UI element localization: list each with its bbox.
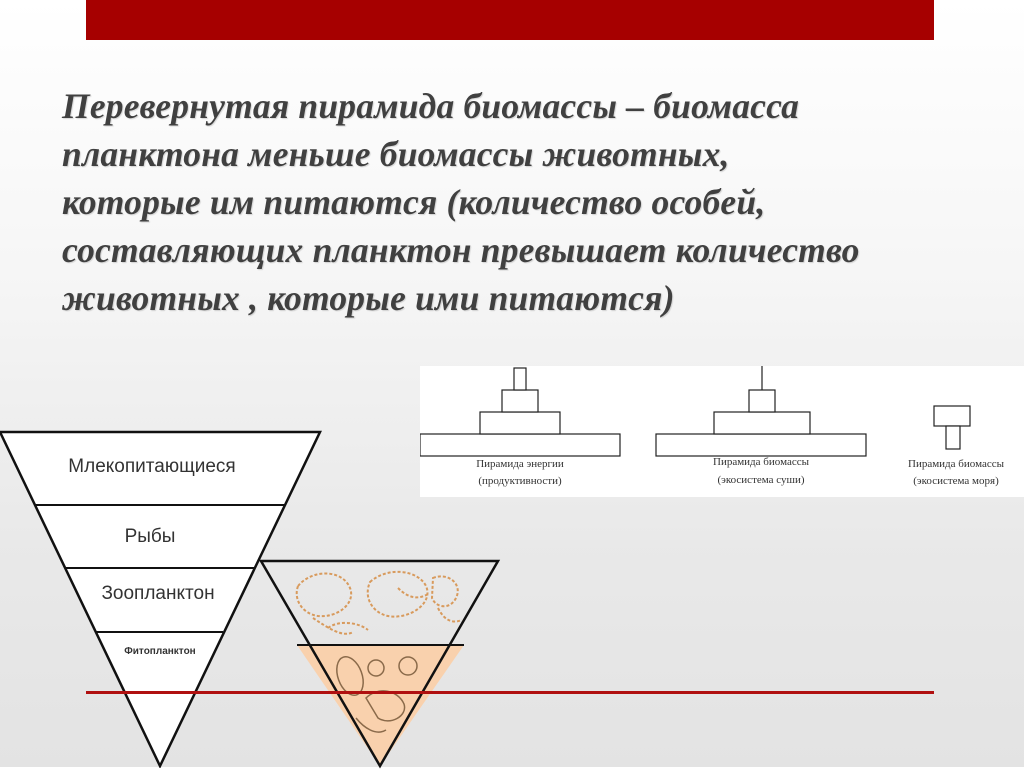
text-line: составляющих планктон превышает количество xyxy=(62,230,860,270)
scheme-label-line2: (экосистема суши) xyxy=(717,474,805,486)
sea-level-base xyxy=(946,426,960,449)
energy-level-base xyxy=(420,434,620,456)
text-line: Перевернутая пирамида биомассы – биомасса xyxy=(62,86,800,126)
energy-level-2 xyxy=(480,412,560,434)
slide-text xyxy=(62,82,992,322)
zooplankton-drawings xyxy=(297,572,462,634)
text-line: которые им питаются (количество особей, xyxy=(62,182,766,222)
text-line: животных , которые ими питаются) xyxy=(62,278,675,318)
sea-level-top xyxy=(934,406,970,426)
scheme-label-line1: Пирамида энергии xyxy=(476,458,564,470)
top-accent-bar xyxy=(86,0,934,40)
land-level-2 xyxy=(714,412,810,434)
land-level-base xyxy=(656,434,866,456)
level-label-phytoplankton: Фитопланктон xyxy=(124,646,196,657)
scheme-label-line1: Пирамида биомассы xyxy=(908,458,1004,470)
scheme-label-line2: (продуктивности) xyxy=(478,475,562,487)
scheme-label-line1: Пирамида биомассы xyxy=(713,456,809,468)
scheme-label-line2: (экосистема моря) xyxy=(913,475,999,487)
energy-level-top xyxy=(514,368,526,390)
energy-level-3 xyxy=(502,390,538,412)
text-line: планктона меньше биомассы животных, xyxy=(62,134,730,174)
pyramid-schemes-panel xyxy=(420,366,1024,497)
inverted-pyramid-plankton xyxy=(258,558,503,770)
level-label-fish: Рыбы xyxy=(124,526,176,547)
level-label-zooplankton: Зоопланктон xyxy=(101,583,215,604)
bottom-accent-line xyxy=(86,691,934,694)
land-level-3 xyxy=(749,390,775,412)
level-label-mammals: Млекопитающиеся xyxy=(68,456,236,477)
pyramid-schemes-svg xyxy=(420,366,1024,497)
